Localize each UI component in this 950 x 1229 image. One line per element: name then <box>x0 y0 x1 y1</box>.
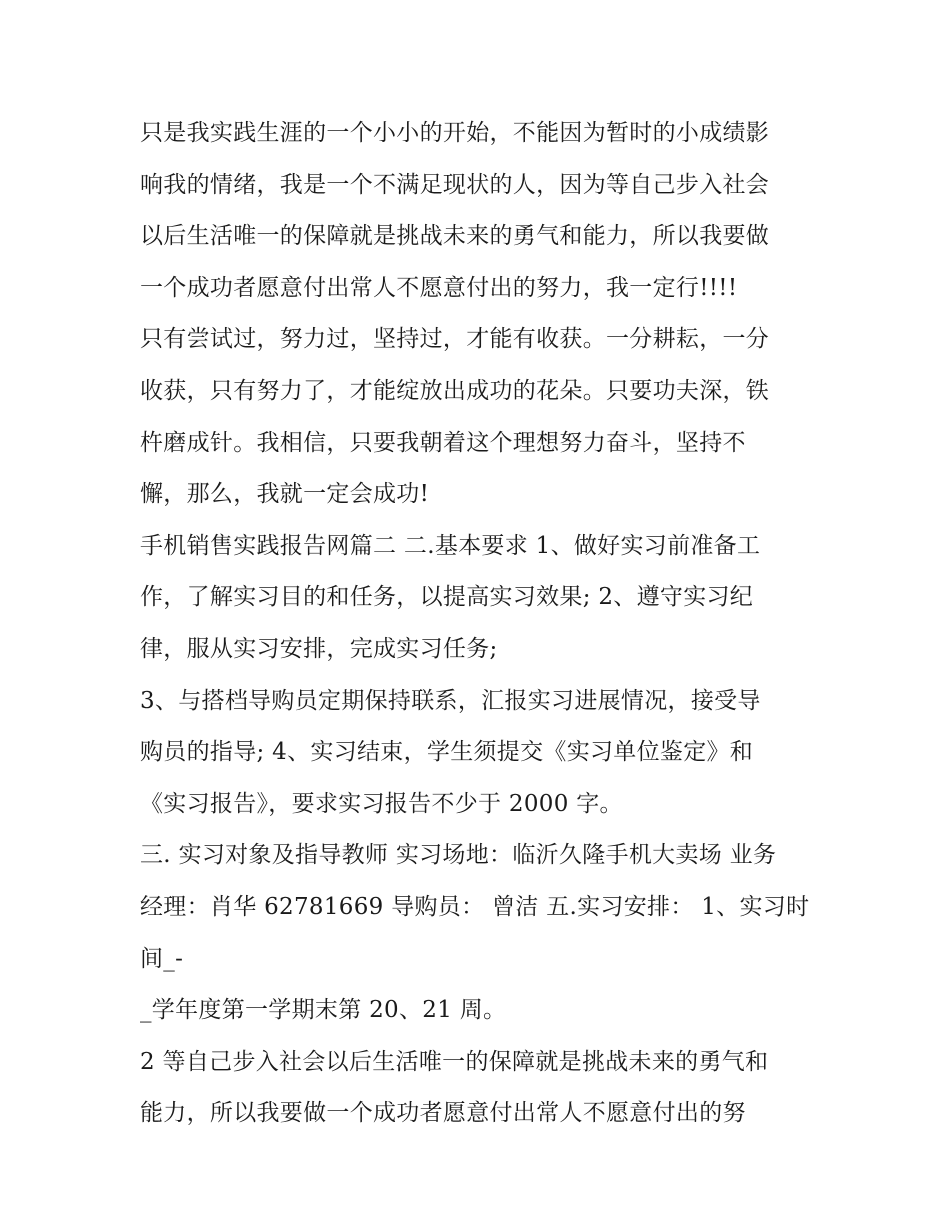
text-line: 三. 实习对象及指导教师 实习场地：临沂久隆手机大卖场 业务 <box>140 842 777 869</box>
text-line: 《实习报告》，要求实习报告不少于 2000 字。 <box>140 790 623 817</box>
text-line: 2 等自己步入社会以后生活唯一的保障就是挑战未来的勇气和 <box>140 1048 769 1075</box>
text-line: 杵磨成针。我相信，只要我朝着这个理想努力奋斗，坚持不 <box>140 429 746 456</box>
text-line: 经理：肖华 62781669 导购员： 曾洁 五.实习安排： 1、实习时 <box>140 893 810 920</box>
text-line: 能力，所以我要做一个成功者愿意付出常人不愿意付出的努 <box>140 1100 746 1127</box>
text-line: 手机销售实践报告网篇二 二.基本要求 1、做好实习前准备工 <box>140 532 761 559</box>
text-line: 以后生活唯一的保障就是挑战未来的勇气和能力，所以我要做 <box>140 223 770 250</box>
text-line: 作，了解实习目的和任务，以提高实习效果; 2、遵守实习纪 <box>140 584 754 611</box>
text-line: 只是我实践生涯的一个小小的开始，不能因为暂时的小成绩影 <box>140 120 770 146</box>
document-body <box>140 108 830 1140</box>
text-line: 收获，只有努力了，才能绽放出成功的花朵。只要功夫深，铁 <box>140 377 770 404</box>
text-line: 懈，那么，我就一定会成功! <box>140 481 430 508</box>
text-line: 间_- <box>140 945 184 972</box>
text-line: _学年度第一学期末第 20、21 周。 <box>140 997 507 1024</box>
text-line: 律，服从实习安排，完成实习任务; <box>140 635 498 662</box>
text-line: 3、与搭档导购员定期保持联系，汇报实习进展情况，接受导 <box>140 687 761 714</box>
text-line: 只有尝试过，努力过，坚持过，才能有收获。一分耕耘，一分 <box>140 326 770 353</box>
text-line: 购员的指导; 4、实习结束，学生须提交《实习单位鉴定》和 <box>140 739 754 766</box>
text-line: 一个成功者愿意付出常人不愿意付出的努力，我一定行!!!! <box>140 274 738 301</box>
text-line: 响我的情绪，我是一个不满足现状的人，因为等自己步入社会 <box>140 171 770 198</box>
